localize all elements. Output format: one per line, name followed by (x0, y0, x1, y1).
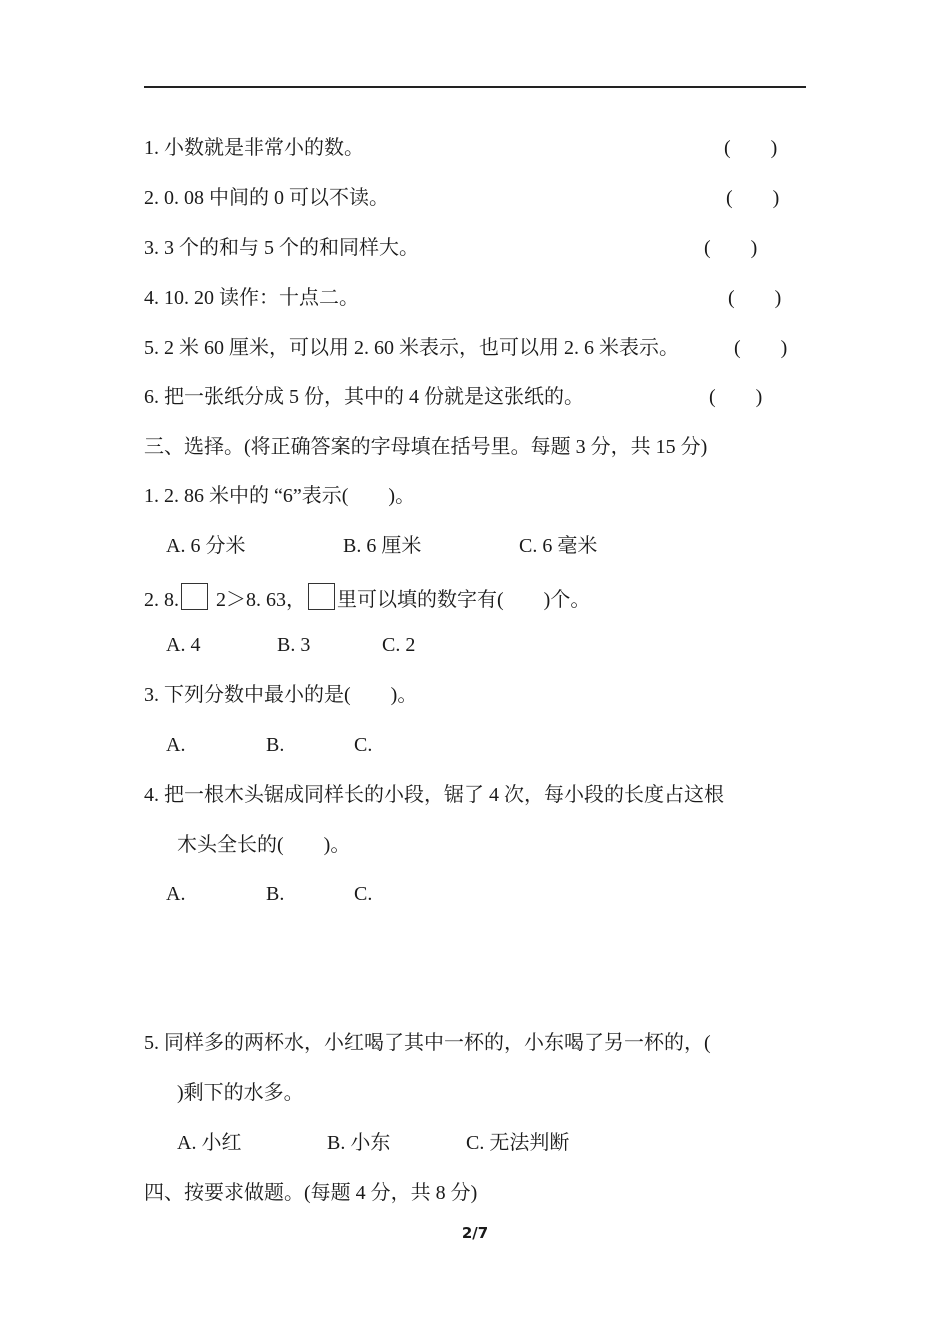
q5-option-c[interactable]: C. 无法判断 (466, 1132, 570, 1154)
judge-item-3: 3. 3 个的和与 5 个的和同样大。 (144, 237, 419, 259)
q2-option-a[interactable]: A. 4 (166, 634, 201, 656)
section3-heading: 三、选择。(将正确答案的字母填在括号里。每题 3 分，共 15 分) (144, 436, 708, 458)
q2-option-b[interactable]: B. 3 (277, 634, 311, 656)
page-number: 2/7 (461, 1224, 489, 1242)
q4-stem-line1: 4. 把一根木头锯成同样长的小段，锯了 4 次，每小段的长度占这根 (144, 784, 724, 806)
q4-stem-line2: 木头全长的( )。 (177, 834, 351, 856)
answer-paren-1[interactable]: ( ) (724, 137, 778, 159)
q3-option-b[interactable]: B. (266, 734, 285, 756)
q3-option-c[interactable]: C. (354, 734, 373, 756)
q1-option-c[interactable]: C. 6 毫米 (519, 535, 598, 557)
judge-item-4: 4. 10. 20 读作：十点二。 (144, 287, 359, 309)
answer-paren-6[interactable]: ( ) (709, 386, 763, 408)
q3-option-a[interactable]: A. (166, 734, 186, 756)
judge-item-1: 1. 小数就是非常小的数。 (144, 137, 364, 159)
q1-option-a[interactable]: A. 6 分米 (166, 535, 246, 557)
judge-item-6: 6. 把一张纸分成 5 份，其中的 4 份就是这张纸的。 (144, 386, 584, 408)
q2-stem (144, 583, 590, 613)
q1-stem: 1. 2. 86 米中的 “6”表示( )。 (144, 485, 416, 507)
q2-option-c[interactable]: C. 2 (382, 634, 416, 656)
judge-item-5: 5. 2 米 60 厘米，可以用 2. 60 米表示，也可以用 2. 6 米表示。 (144, 337, 679, 359)
blank-box-2 (308, 583, 335, 610)
q4-option-b[interactable]: B. (266, 883, 285, 905)
q3-stem: 3. 下列分数中最小的是( )。 (144, 684, 418, 706)
q5-stem-line2: )剩下的水多。 (177, 1082, 304, 1104)
q2-stem-part-2: 2＞8. 63， (216, 589, 306, 611)
q5-stem-line1: 5. 同样多的两杯水，小红喝了其中一杯的，小东喝了另一杯的，( (144, 1032, 711, 1054)
q4-option-c[interactable]: C. (354, 883, 373, 905)
section4-heading: 四、按要求做题。(每题 4 分，共 8 分) (144, 1182, 478, 1204)
q4-option-a[interactable]: A. (166, 883, 186, 905)
answer-paren-2[interactable]: ( ) (726, 187, 780, 209)
answer-paren-3[interactable]: ( ) (704, 237, 758, 259)
blank-box-1[interactable] (181, 583, 208, 610)
q5-option-a[interactable]: A. 小红 (177, 1132, 242, 1154)
q2-stem-part-1: 2. 8. (144, 589, 179, 611)
answer-paren-5[interactable]: ( ) (734, 337, 788, 359)
q5-option-b[interactable]: B. 小东 (327, 1132, 391, 1154)
q2-stem-part-3: 里可以填的数字有( )个。 (337, 589, 591, 611)
header-rule (144, 86, 806, 88)
judge-item-2: 2. 0. 08 中间的 0 可以不读。 (144, 187, 389, 209)
q1-option-b[interactable]: B. 6 厘米 (343, 535, 422, 557)
answer-paren-4[interactable]: ( ) (728, 287, 782, 309)
